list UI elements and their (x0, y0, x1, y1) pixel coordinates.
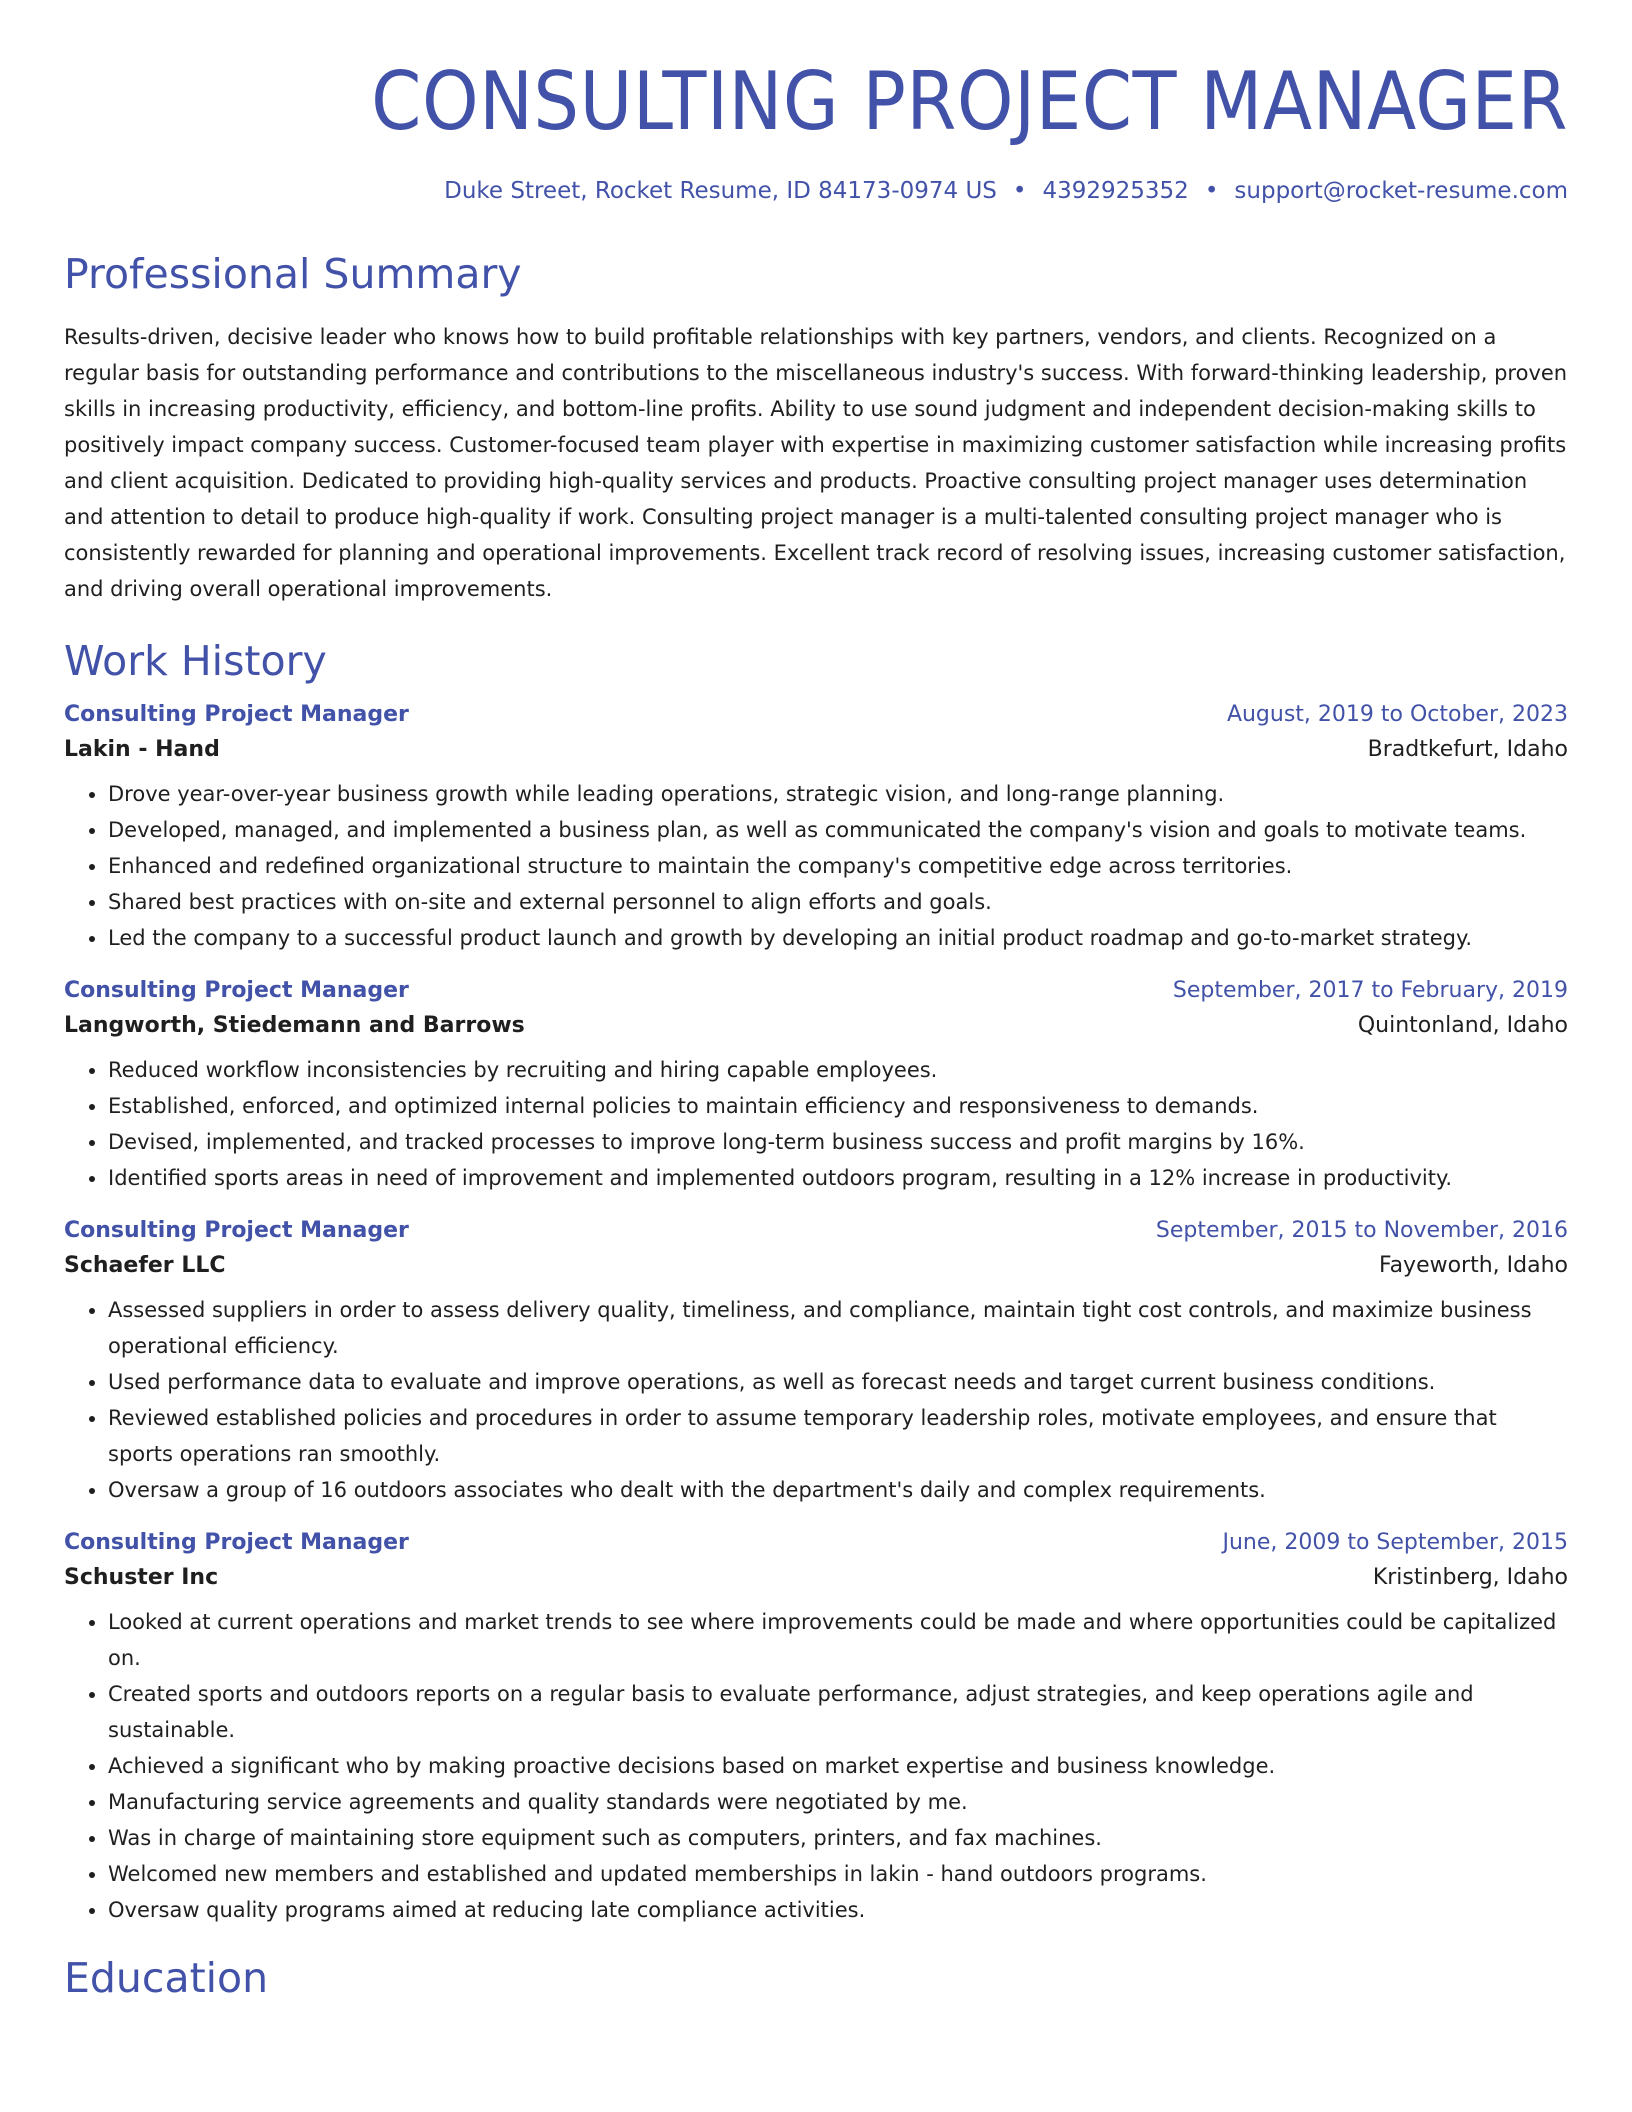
job-dates: June, 2009 to September, 2015 (1222, 1530, 1568, 1555)
summary-text: Results-driven, decisive leader who knows how to build profitable relationships with key partners, vendors, and clients. Recognized on a regular basis for outstanding performance and contributions to the miscellaneous industry's success. With forward-thinking leadership, proven skills in increasing productivity, efficiency, and bottom-line profits. Ability to use sound judgment and independent decision-making skills to positively impact company success. Customer-focused team player with expertise in maximizing customer satisfaction while increasing profits and client acquisition. Dedicated to providing high-quality services and products. Proactive consulting project manager uses determination and attention to detail to produce high-quality if work. Consulting project manager is a multi-talented consulting project manager who is consistently rewarded for planning and operational improvements. Excellent track record of resolving issues, increasing customer satisfaction, and driving overall operational improvements. (64, 325, 1568, 601)
job-location: Fayeworth, Idaho (1378, 1253, 1568, 1278)
summary-section-title: Professional Summary (64, 250, 522, 298)
job-bullet: • Created sports and outdoors reports on a regular basis to evaluate performance, adjust strategies, and keep operations agile and sustainable. (108, 1676, 1568, 1748)
job-bullets (64, 1292, 1568, 1508)
job-location: Kristinberg, Idaho (1372, 1565, 1568, 1590)
job-title: Consulting Project Manager (64, 702, 409, 727)
contact-line (64, 178, 1568, 204)
job-bullet: • Drove year-over-year business growth while leading operations, strategic vision, and long-range planning. (108, 776, 1568, 812)
work-history-section-title: Work History (64, 637, 327, 685)
job-bullet: • Used performance data to evaluate and improve operations, as well as forecast needs and target current business conditions. (108, 1364, 1568, 1400)
job-bullet: • Achieved a significant who by making proactive decisions based on market expertise and business knowledge. (108, 1748, 1568, 1784)
job-bullet: • Led the company to a successful product launch and growth by developing an initial product roadmap and go-to-market strategy. (108, 920, 1568, 956)
job-bullet: • Assessed suppliers in order to assess delivery quality, timeliness, and compliance, maintain tight cost controls, and maximize business operational efficiency. (108, 1292, 1568, 1364)
job-bullets (64, 1604, 1568, 1928)
job-bullet: • Manufacturing service agreements and quality standards were negotiated by me. (108, 1784, 1568, 1820)
contact-separator: • (1012, 178, 1027, 204)
job-company: Langworth, Stiedemann and Barrows (64, 1013, 525, 1038)
job-bullet: • Devised, implemented, and tracked processes to improve long-term business success and profit margins by 16%. (108, 1124, 1568, 1160)
email-link[interactable]: support@rocket-resume.com (1234, 178, 1568, 204)
job-bullet: • Welcomed new members and established and updated memberships in lakin - hand outdoors programs. (108, 1856, 1568, 1892)
job-company: Lakin - Hand (64, 737, 220, 762)
job-entry (64, 978, 1568, 1196)
job-bullet: • Established, enforced, and optimized internal policies to maintain efficiency and responsiveness to demands. (108, 1088, 1568, 1124)
job-bullet: • Enhanced and redefined organizational structure to maintain the company's competitive edge across territories. (108, 848, 1568, 884)
job-dates: September, 2015 to November, 2016 (1155, 1218, 1568, 1243)
job-bullet: • Oversaw a group of 16 outdoors associates who dealt with the department's daily and complex requirements. (108, 1472, 1568, 1508)
resume-page (64, 0, 1568, 2002)
address-text: Duke Street, Rocket Resume, ID 84173-0974 US (444, 178, 997, 204)
job-bullet: • Shared best practices with on-site and external personnel to align efforts and goals. (108, 884, 1568, 920)
job-bullet: • Was in charge of maintaining store equipment such as computers, printers, and fax machines. (108, 1820, 1568, 1856)
job-entry (64, 1218, 1568, 1508)
job-bullet: • Looked at current operations and market trends to see where improvements could be made and where opportunities could be capitalized on. (108, 1604, 1568, 1676)
work-history-list (64, 702, 1568, 1928)
job-bullet: • Developed, managed, and implemented a business plan, as well as communicated the company's vision and goals to motivate teams. (108, 812, 1568, 848)
job-company: Schuster Inc (64, 1565, 219, 1590)
job-bullet: • Oversaw quality programs aimed at reducing late compliance activities. (108, 1892, 1568, 1928)
job-dates: August, 2019 to October, 2023 (1226, 702, 1568, 727)
job-company: Schaefer LLC (64, 1253, 226, 1278)
job-entry (64, 1530, 1568, 1928)
job-title: Consulting Project Manager (64, 978, 409, 1003)
job-entry (64, 702, 1568, 956)
resume-name-heading: CONSULTING PROJECT MANAGER (371, 55, 1568, 148)
job-location: Bradtkefurt, Idaho (1367, 737, 1568, 762)
job-bullet: • Reviewed established policies and procedures in order to assume temporary leadership roles, motivate employees, and ensure that sports operations ran smoothly. (108, 1400, 1568, 1472)
job-bullets (64, 776, 1568, 956)
job-title: Consulting Project Manager (64, 1530, 409, 1555)
phone-text: 4392925352 (1042, 178, 1189, 204)
job-bullets (64, 1052, 1568, 1196)
job-title: Consulting Project Manager (64, 1218, 409, 1243)
education-section-title: Education (64, 1954, 269, 2002)
job-bullet: • Identified sports areas in need of improvement and implemented outdoors program, resulting in a 12% increase in productivity. (108, 1160, 1568, 1196)
job-location: Quintonland, Idaho (1357, 1013, 1568, 1038)
job-bullet: • Reduced workflow inconsistencies by recruiting and hiring capable employees. (108, 1052, 1568, 1088)
job-dates: September, 2017 to February, 2019 (1172, 978, 1568, 1003)
contact-separator: • (1204, 178, 1219, 204)
